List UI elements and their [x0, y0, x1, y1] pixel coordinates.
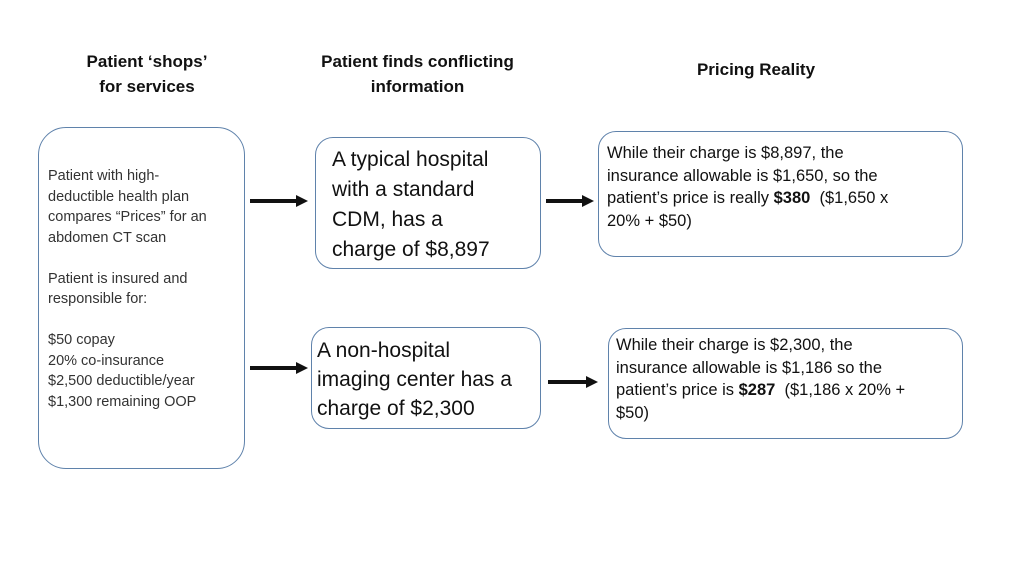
reality-text-segment: ($1,650 x: [810, 189, 889, 207]
reality-text-segment: patient’s price is: [616, 381, 739, 399]
patient-text-line: abdomen CT scan: [48, 229, 167, 246]
reality-text-line: [616, 379, 954, 402]
imaging-text-line: A non-hospital: [317, 339, 451, 362]
arrow-right-icon: [250, 194, 310, 208]
patient-text-line: 20% co-insurance: [48, 352, 165, 369]
arrow-right-icon: [250, 361, 310, 375]
patient-text-line: $1,300 remaining OOP: [48, 393, 197, 410]
heading-line: Pricing Reality: [696, 60, 816, 79]
hospital-text-line: with a standard: [332, 178, 475, 201]
patient-text-line: compares “Prices” for an: [48, 209, 207, 225]
reality-text-line: insurance allowable is $1,650, so the: [607, 166, 878, 185]
reality-text-segment: patient’s price is really: [607, 189, 774, 207]
paragraph-gap: [48, 310, 238, 331]
patient-text-line: deductible health plan: [48, 188, 190, 205]
reality-text-segment: ($1,186 x 20% +: [775, 381, 906, 399]
reality-text-line: $50): [616, 403, 650, 422]
hospital-text-line: A typical hospital: [332, 148, 489, 171]
heading-line: information: [370, 77, 465, 96]
heading-line: Patient ‘shops’: [86, 52, 208, 71]
patient-price-value: $287: [738, 381, 776, 399]
heading-line: Patient finds conflicting: [321, 52, 514, 71]
arrow-right-icon: [546, 194, 596, 208]
heading-patient-shops: [52, 49, 242, 99]
patient-box: [38, 127, 245, 469]
hospital-charge-box: [315, 137, 541, 269]
heading-pricing-reality: [666, 57, 846, 82]
patient-text-line: $50 copay: [48, 332, 115, 348]
reality-text-line: While their charge is $8,897, the: [607, 144, 844, 162]
reality-text-line: 20% + $50): [607, 211, 692, 230]
patient-text-line: Patient is insured and: [48, 270, 188, 287]
patient-text-line: Patient with high-: [48, 168, 160, 184]
arrow-right-icon: [548, 375, 600, 389]
heading-line: for services: [99, 77, 195, 96]
hospital-text-line: CDM, has a: [332, 208, 443, 231]
imaging-pricing-reality-box: [608, 328, 963, 439]
imaging-center-charge-box: [311, 327, 541, 429]
patient-price-value: $380: [773, 189, 811, 207]
reality-text-line: While their charge is $2,300, the: [616, 336, 853, 354]
heading-conflicting-information: [300, 49, 535, 99]
patient-text-line: responsible for:: [48, 291, 148, 307]
reality-text-line: insurance allowable is $1,186 so the: [616, 358, 883, 377]
imaging-text-line: charge of $2,300: [317, 397, 475, 420]
imaging-text-line: imaging center has a: [317, 368, 512, 391]
hospital-pricing-reality-box: [598, 131, 963, 257]
paragraph-gap: [48, 248, 238, 269]
patient-text-line: $2,500 deductible/year: [48, 373, 195, 389]
reality-text-line: [607, 187, 954, 210]
hospital-text-line: charge of $8,897: [332, 238, 490, 261]
